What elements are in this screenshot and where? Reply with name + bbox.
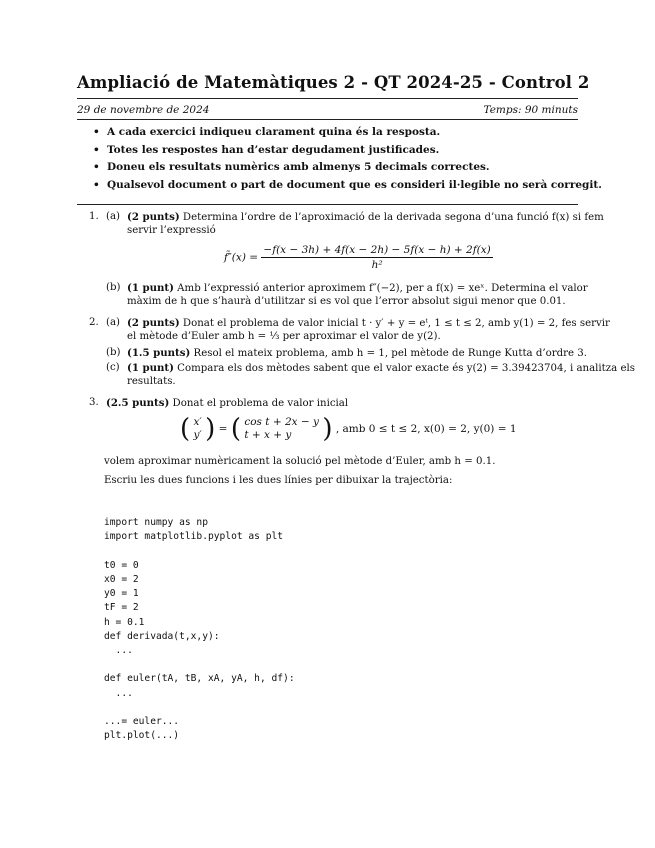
code-line: y0 = 1	[104, 588, 139, 600]
formula-denominator: h²	[371, 259, 383, 271]
q2-a-points: (2 punts)	[127, 317, 180, 329]
code-line: plt.plot(...)	[104, 730, 180, 742]
bullet-icon: •	[93, 126, 100, 138]
instruction-item: • Qualsevol document o part de document que es consideri il·legible no serà corregit.	[93, 178, 602, 191]
left-paren-icon: (	[180, 414, 191, 444]
q1-a-text: Determina l’ordre de l’aproximació de la derivada segona d’una funció f(x) si fem	[182, 212, 604, 223]
code-line: t0 = 0	[104, 559, 139, 571]
q2-b-text: Resol el mateix problema, amb h = 1, pel mètode de Runge Kutta d’ordre 3.	[193, 348, 588, 359]
left-paren-icon: (	[230, 414, 241, 444]
formula-fraction	[261, 244, 492, 271]
bullet-icon: •	[93, 161, 100, 173]
q1-b-label: (b)	[106, 282, 121, 293]
formula-lhs: f̃″(x) =	[224, 251, 259, 264]
q2-c-text: Compara els dos mètodes sabent que el valor exacte és y(2) = 3.39423704, i analitza els	[177, 363, 635, 374]
code-line: def euler(tA, tB, xA, yA, h, df):	[104, 673, 295, 685]
bullet-icon: •	[93, 178, 100, 191]
q1-a-points: (2 punts)	[127, 211, 180, 223]
code-line: def derivada(t,x,y):	[104, 630, 220, 642]
q1-a-label: (a)	[106, 211, 121, 222]
page-title: Ampliació de Matemàtiques 2 - QT 2024-25 - Control 2	[77, 73, 590, 92]
question-1-number: 1.	[89, 211, 99, 222]
q1-a-line1	[127, 210, 604, 225]
title-rule	[77, 98, 578, 99]
q1-b-line2: màxim de h que s’haurà d’utilitzar si es vol que l’error absolut sigui menor que 0.01.	[127, 296, 566, 307]
code-line: ...	[104, 645, 133, 657]
bullet-icon: •	[93, 143, 100, 156]
code-line: tF = 2	[104, 602, 139, 614]
exam-time: Temps: 90 minuts	[483, 104, 578, 116]
q3-text: Donat el problema de valor inicial	[172, 398, 349, 409]
q1-b-text: Amb l’expressió anterior aproximem f″(−2), per a f(x) = xeˣ. Determina el valor	[177, 283, 588, 294]
q2-c-line1	[127, 361, 635, 376]
q2-a-line2: el mètode d’Euler amb h = ⅓ per aproximar el valor de y(2).	[127, 331, 441, 342]
code-line: x0 = 2	[104, 574, 139, 586]
instruction-item: • Totes les respostes han d’estar degudament justificades.	[93, 143, 440, 156]
system-conditions: , amb 0 ≤ t ≤ 2, x(0) = 2, y(0) = 1	[335, 423, 517, 435]
code-line: h = 0.1	[104, 616, 145, 628]
q1-b-points: (1 punt)	[127, 282, 174, 294]
q3-text3: Escriu les dues funcions i les dues línies per dibuixar la trajectòria:	[104, 475, 453, 486]
code-block	[104, 502, 295, 772]
q2-a-label: (a)	[106, 317, 121, 328]
system-equals: =	[218, 423, 228, 435]
code-line: import numpy as np	[104, 517, 208, 529]
instruction-item: • A cada exercici indiqueu clarament quina és la resposta.	[93, 126, 441, 138]
question-2-number: 2.	[89, 317, 99, 328]
q2-b-line	[127, 346, 587, 361]
q2-c-label: (c)	[106, 362, 120, 373]
q3-intro	[106, 396, 348, 411]
q3-points: (2.5 punts)	[106, 397, 170, 409]
code-line: ...	[104, 687, 133, 699]
q2-a-line1	[127, 316, 610, 331]
code-line	[104, 545, 295, 559]
code-line	[104, 701, 295, 715]
q2-c-line2: resultats.	[127, 376, 176, 387]
exam-date: 29 de novembre de 2024	[77, 104, 210, 116]
q1-formula	[224, 244, 493, 271]
system-rhs: cos t + 2x − y t + x + y	[244, 416, 319, 441]
q2-b-label: (b)	[106, 347, 121, 358]
q2-a-text: Donat el problema de valor inicial t · y′ + y = eᵗ, 1 ≤ t ≤ 2, amb y(1) = 2, fes servir	[182, 318, 610, 329]
q2-c-points: (1 punt)	[127, 362, 174, 374]
right-paren-icon: )	[322, 414, 333, 444]
formula-numerator: −f(x − 3h) + 4f(x − 2h) − 5f(x − h) + 2f(x)	[263, 244, 491, 256]
instructions-list	[93, 126, 602, 196]
instructions-rule	[77, 204, 578, 205]
q1-b-line1	[127, 281, 588, 296]
q1-a-line2: servir l’expressió	[127, 225, 216, 236]
instruction-item: • Doneu els resultats numèrics amb almenys 5 decimals correctes.	[93, 161, 490, 173]
q3-text2: volem aproximar numèricament la solució pel mètode d’Euler, amb h = 0.1.	[104, 456, 496, 467]
question-3-number: 3.	[89, 397, 99, 408]
system-lhs: x′ y′	[193, 416, 202, 441]
q2-b-points: (1.5 punts)	[127, 347, 191, 359]
q3-system	[180, 416, 517, 442]
code-line: ...= euler...	[104, 716, 180, 728]
header-rule	[77, 119, 578, 120]
right-paren-icon: )	[205, 414, 216, 444]
code-line: import matplotlib.pyplot as plt	[104, 531, 284, 543]
code-line	[104, 658, 295, 672]
